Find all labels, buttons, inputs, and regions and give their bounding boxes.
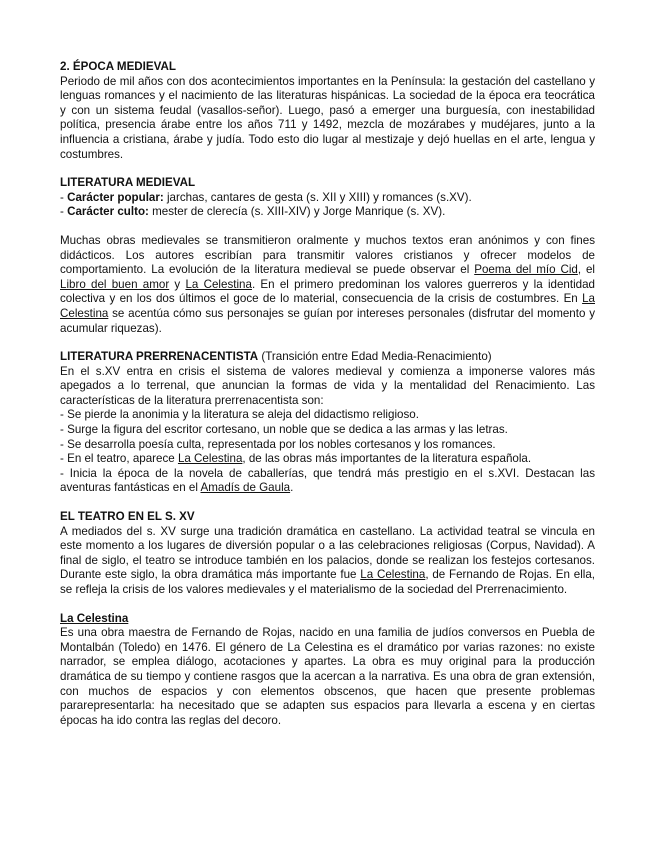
list-item: - Surge la figura del escritor cortesano, un noble que se dedica a las armas y las letras.: [60, 423, 508, 437]
document-page: [60, 60, 595, 728]
list-item: [60, 205, 595, 220]
paragraph: Periodo de mil años con dos acontecimientos importantes en la Península: la gestación del castellano y lenguas romances y el nacimiento de las literaturas hispánicas. La sociedad de la época era teocrática y con un sistema feudal (vasallos-señor). Luego, pasó a emerger una burguesía, con inestabilidad política, presencia árabe entre los años 711 y 1492, mezcla de mozárabes y mudéjares, junto a la influencia a cristiana, árabe y judía. Todo esto dio lugar al mestizaje y dejó huellas en el arte, lengua y costumbres.: [60, 74, 595, 161]
section-title-note: (Transición entre Edad Media-Renacimiento): [258, 350, 492, 364]
text-run: - Inicia la época de la novela de caballerías, que tendrá más prestigio en el s.XVI. Destacan las aventuras fantásticas en el: [60, 466, 595, 495]
work-title: La Celestina: [60, 292, 595, 320]
section-teatro: [60, 510, 595, 598]
section-literatura-medieval: [60, 176, 595, 220]
text-run: A mediados del s. XV surge una tradición dramática en castellano. La actividad teatral se vincula en este momento a los lugares de diversión popular o a las celebraciones religiosas (Corpus, Navidad). A final de siglo, el teatro se introduce también en los palacios, donde se realizan los festejos cortesanos. Durante este siglo, la obra dramática más importante fue: [60, 524, 595, 582]
section-la-celestina: [60, 612, 595, 729]
text-run: , de las obras más importantes de la literatura española.: [242, 452, 532, 466]
section-title-line: [60, 350, 595, 365]
text-run: - En el teatro, aparece: [60, 452, 178, 466]
dash: -: [60, 190, 68, 204]
section-title: 2. ÉPOCA MEDIEVAL: [60, 60, 176, 73]
work-title: Libro del buen amor: [60, 277, 170, 291]
text-run: y: [169, 277, 186, 291]
term: Carácter culto:: [67, 205, 149, 219]
work-title: La Celestina: [360, 568, 426, 582]
text-run: se acentúa cómo sus personajes se guían por intereses personales (disfrutar del momento y acumular riquezas).: [60, 306, 595, 335]
section-title-line: [60, 612, 595, 627]
section-title: La Celestina: [60, 611, 129, 625]
section-obras-medievales: [60, 234, 595, 336]
list-item: [60, 452, 595, 467]
dash: -: [60, 205, 68, 219]
section-title: LITERATURA PRERRENACENTISTA: [60, 350, 259, 364]
list-item: - Se desarrolla poesía culta, representada por los nobles cortesanos y los romances.: [60, 437, 496, 451]
work-title: Amadís de Gaula: [200, 481, 291, 495]
text-run: , de Fernando de Rojas. En ella, se refleja la crisis de los valores medievales y el materialismo de la sociedad del Prerrenacimiento.: [60, 568, 596, 596]
text-run: , el: [577, 263, 596, 277]
work-title: La Celestina: [185, 277, 252, 291]
work-title: La Celestina: [177, 452, 243, 466]
section-epoca-medieval: [60, 60, 595, 162]
text-run: .: [290, 481, 294, 495]
list-item: [60, 191, 595, 206]
paragraph: Es una obra maestra de Fernando de Rojas, nacido en una familia de judíos conversos en Puebla de Montalbán (Toledo) en 1476. El género de La Celestina es el dramático por varias razones: no existe narrador, se emplea diálogo, acotaciones y apartes. La obra es muy original para la producción dramática de su tiempo y contiene rasgos que la acercan a la narrativa. Es una obra de gran extensión, con muchos de espacios y con elementos obscenos, que hacen que presente problemas pararepresentarla: ha necesitado que se adapten sus espacios para llevarla a escena y en ciertas épocas ha ido contra las reglas del decoro.: [60, 626, 595, 727]
section-title: EL TEATRO EN EL S. XV: [60, 510, 195, 524]
paragraph: En el s.XV entra en crisis el sistema de valores medieval y comienza a imponerse valores más apegados a lo terrenal, que anuncian la formas de vida y la mentalidad del Renacimiento. Las características de la literatura prerrenacentista son:: [60, 364, 595, 407]
text-run: . En el primero predominan los valores guerreros y la identidad colectiva y en los dos últimos el goce de lo material, consecuencia de la crisis de costumbres. En: [60, 277, 596, 306]
term: Carácter popular:: [67, 190, 164, 204]
work-title: Poema del mío Cid: [474, 263, 578, 277]
definition: mester de clerecía (s. XIII-XIV) y Jorge Manrique (s. XV).: [148, 205, 446, 219]
list-item: - Se pierde la anonimia y la literatura se aleja del didactismo religioso.: [60, 408, 419, 422]
definition: jarchas, cantares de gesta (s. XII y XIII) y romances (s.XV).: [163, 190, 472, 204]
section-prerrenacentista: [60, 350, 595, 496]
text-run: Muchas obras medievales se transmitieron oralmente y muchos textos eran anónimos y con fines didácticos. Los autores escribían para transmitir valores cristianos y ofrecer modelos de comportamiento. La evolución de la literatura medieval se puede observar el: [60, 233, 595, 277]
section-title: LITERATURA MEDIEVAL: [60, 176, 196, 190]
list-item: [60, 467, 595, 496]
paragraph: [60, 525, 595, 598]
paragraph: [60, 234, 595, 336]
